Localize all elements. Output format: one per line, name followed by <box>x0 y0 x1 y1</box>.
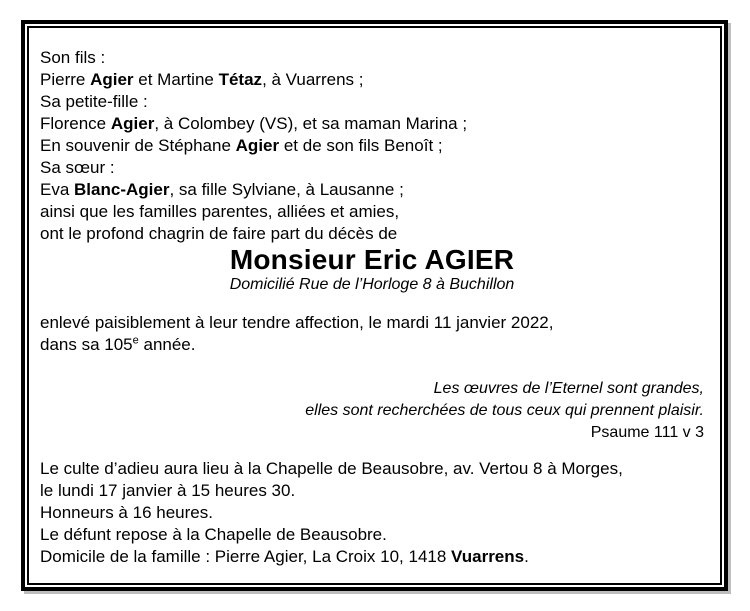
verse-reference: Psaume 111 v 3 <box>590 424 704 441</box>
text-line: Honneurs à 16 heures. <box>40 503 213 522</box>
text-line: Eva Blanc-Agier, sa fille Sylviane, à Lausanne ; <box>40 180 404 199</box>
text-line: enlevé paisiblement à leur tendre affection, le mardi 11 janvier 2022, <box>40 313 554 332</box>
verse-line-1: Les œuvres de l’Eternel sont grandes, <box>433 380 704 397</box>
text-line: Domicile de la famille : Pierre Agier, La Croix 10, 1418 Vuarrens. <box>40 547 529 566</box>
deceased-residence: Domicilié Rue de l’Horloge 8 à Buchillon <box>229 276 515 293</box>
text-line: Le culte d’adieu aura lieu à la Chapelle de Beausobre, av. Vertou 8 à Morges, <box>40 459 623 478</box>
deceased-name: Monsieur Eric AGIER <box>229 244 515 275</box>
text-line: Sa petite-fille : <box>40 92 148 111</box>
text-line: le lundi 17 janvier à 15 heures 30. <box>40 481 296 500</box>
notice-inner-border <box>27 26 722 585</box>
text-line: Son fils : <box>40 48 106 67</box>
notice-border-frame <box>21 20 728 591</box>
text-line: Sa sœur : <box>40 158 115 177</box>
notice-content <box>29 28 720 583</box>
ceremony-details <box>40 458 704 568</box>
scripture-verse <box>40 378 704 444</box>
text-line: En souvenir de Stéphane Agier et de son fils Benoît ; <box>40 136 443 155</box>
text-line: Le défunt repose à la Chapelle de Beausobre. <box>40 525 387 544</box>
text-line: ainsi que les familles parentes, alliées et amies, <box>40 202 400 221</box>
text-line: dans sa 105e année. <box>40 334 196 354</box>
passing-details <box>40 312 704 356</box>
text-line: Pierre Agier et Martine Tétaz, à Vuarrens ; <box>40 70 364 89</box>
family-announcement <box>40 47 704 245</box>
text-line: ont le profond chagrin de faire part du décès de <box>40 224 398 243</box>
text-line: Florence Agier, à Colombey (VS), et sa maman Marina ; <box>40 114 468 133</box>
verse-line-2: elles sont recherchées de tous ceux qui prennent plaisir. <box>305 402 704 419</box>
